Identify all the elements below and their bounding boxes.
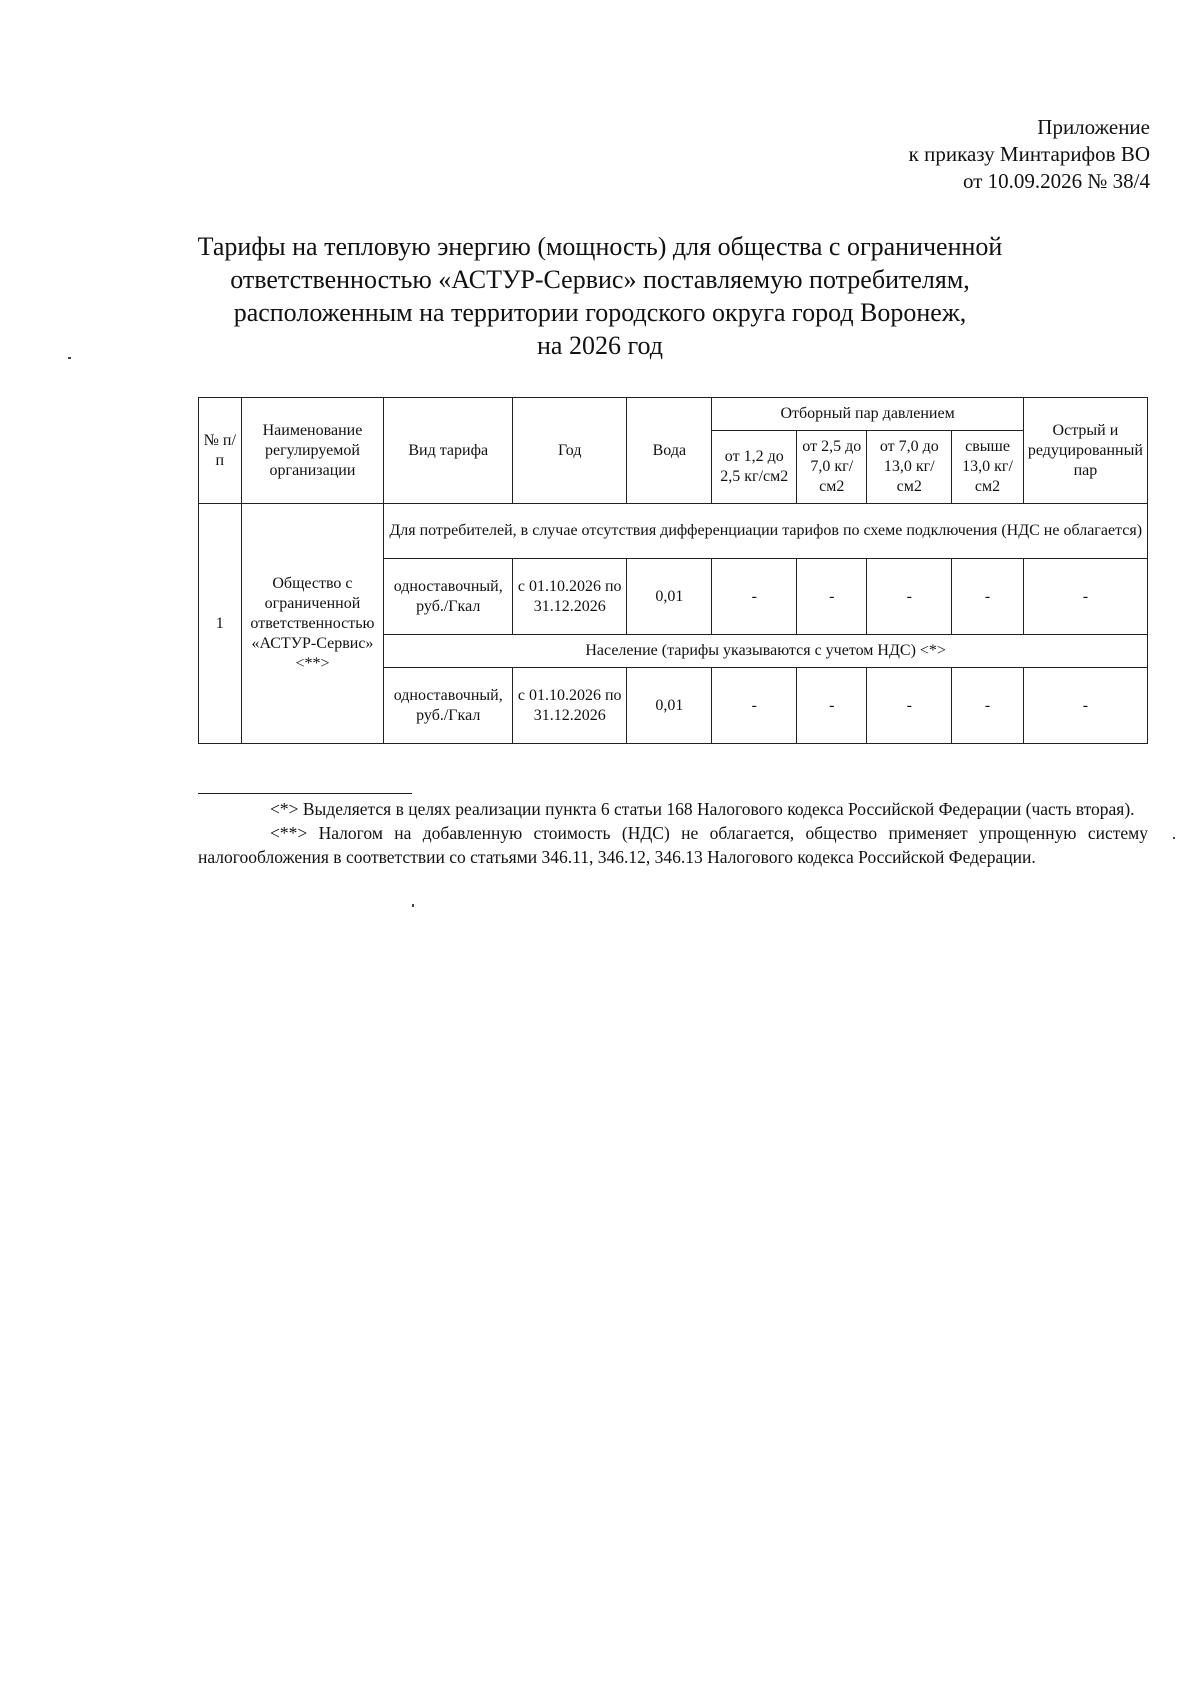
- appendix-label: Приложение: [1037, 115, 1150, 139]
- section-1-steam-3: -: [867, 559, 952, 635]
- header-sharp-steam: Острый и редуцированный пар: [1023, 398, 1147, 504]
- header-steam-3: от 7,0 до 13,0 кг/см2: [867, 431, 952, 504]
- section-1-label-row: [199, 504, 1148, 559]
- section-2-steam-1: -: [712, 668, 797, 744]
- section-1-steam-1: -: [712, 559, 797, 635]
- footnote-2: <**> Налогом на добавленную стоимость (НДС) не облагается, общество применяет упрощенную систему налогообложения в соответствии со статьями 346.11, 346.12, 346.13 Налогового кодекса Российской Федерации.: [198, 823, 1148, 867]
- header-org: Наименование регулируемой организации: [241, 398, 384, 504]
- organization-name: Общество с ограниченной ответственностью «АСТУР-Сервис» <**>: [241, 504, 384, 744]
- header-num: № п/п: [199, 398, 242, 504]
- title-line-2: ответственностью «АСТУР-Сервис» поставляемую потребителям,: [230, 265, 970, 294]
- header-steam-2: от 2,5 до 7,0 кг/см2: [797, 431, 867, 504]
- section-1-tariff-type: одноставочный, руб./Гкал: [384, 559, 513, 635]
- section-1-label: Для потребителей, в случае отсутствия дифференциации тарифов по схеме подключения (НДС не облагается): [384, 504, 1148, 559]
- footnote-1: <*> Выделяется в целях реализации пункта 6 статьи 168 Налогового кодекса Российской Федерации (часть вторая).: [270, 799, 1135, 819]
- footnotes: [198, 797, 1148, 869]
- header-steam-4: свыше 13,0 кг/см2: [952, 431, 1024, 504]
- appendix-order-date: от 10.09.2026 № 38/4: [962, 169, 1150, 193]
- title-line-4: на 2026 год: [537, 331, 663, 360]
- title-line-3: расположенным на территории городского округа город Воронеж,: [233, 298, 967, 327]
- header-steam-group: Отборный пар давлением: [712, 398, 1023, 431]
- appendix-header: [909, 114, 1150, 195]
- section-2-steam-2: -: [797, 668, 867, 744]
- document-title: [100, 230, 1100, 362]
- appendix-order-ref: к приказу Минтарифов ВО: [908, 142, 1150, 166]
- footnote-divider: [198, 793, 412, 794]
- scan-speck: [68, 357, 71, 359]
- title-line-1: Тарифы на тепловую энергию (мощность) для общества с ограниченной: [197, 232, 1003, 261]
- section-1-steam-2: -: [797, 559, 867, 635]
- section-1-steam-4: -: [952, 559, 1024, 635]
- section-2-sharp-steam: -: [1023, 668, 1147, 744]
- section-2-steam-4: -: [952, 668, 1024, 744]
- header-water: Вода: [627, 398, 712, 504]
- section-2-label: Население (тарифы указываются с учетом НДС) <*>: [384, 635, 1148, 668]
- header-steam-1: от 1,2 до 2,5 кг/см2: [712, 431, 797, 504]
- section-1-water: 0,01: [627, 559, 712, 635]
- header-tariff-type: Вид тарифа: [384, 398, 513, 504]
- section-2-tariff-type: одноставочный, руб./Гкал: [384, 668, 513, 744]
- table-header-row-1: [199, 398, 1148, 431]
- scan-speck: [412, 904, 414, 907]
- tariff-table: [198, 397, 1148, 744]
- section-1-sharp-steam: -: [1023, 559, 1147, 635]
- row-number: 1: [199, 504, 242, 744]
- section-2-water: 0,01: [627, 668, 712, 744]
- section-2-steam-3: -: [867, 668, 952, 744]
- section-2-year: с 01.10.2026 по 31.12.2026: [513, 668, 627, 744]
- scan-speck: [1173, 837, 1175, 839]
- header-year: Год: [513, 398, 627, 504]
- section-1-year: с 01.10.2026 по 31.12.2026: [513, 559, 627, 635]
